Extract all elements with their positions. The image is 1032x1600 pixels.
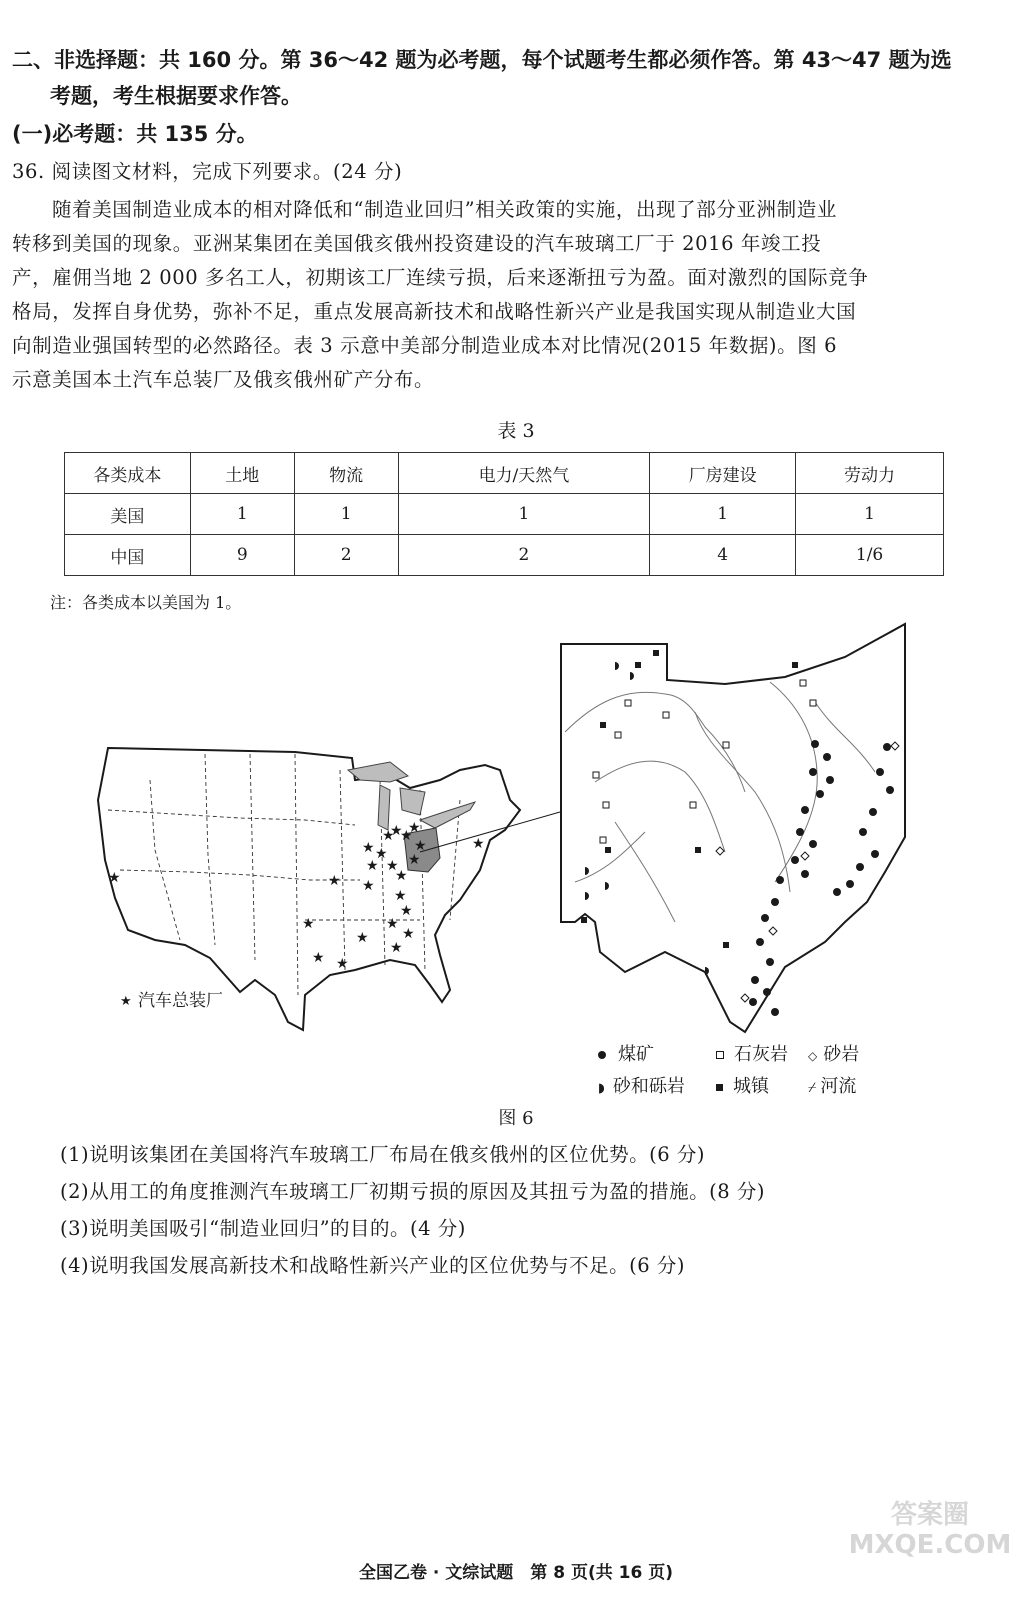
legend-coal	[598, 1040, 654, 1066]
legend-sand-gravel	[598, 1072, 685, 1098]
sand-gravel	[630, 672, 634, 680]
legend-star-icon: ★	[120, 994, 132, 1009]
plant-star: ★	[394, 888, 407, 904]
table-header: 各类成本	[65, 453, 191, 494]
coal-mine	[796, 828, 804, 836]
legend-sandstone	[808, 1040, 859, 1066]
plant-star: ★	[386, 916, 399, 932]
table-row	[65, 494, 944, 535]
watermark-logo: 答案圈 MXQE.COM	[848, 1500, 1012, 1560]
coal-icon	[598, 1051, 606, 1059]
table-cell: 4	[650, 535, 796, 576]
coal-mine	[816, 790, 824, 798]
us-assembly-plant-map	[90, 740, 570, 1040]
plant-star: ★	[356, 930, 369, 946]
town	[792, 662, 798, 668]
coal-mine	[823, 753, 831, 761]
coal-mine	[809, 768, 817, 776]
sand-gravel	[585, 867, 589, 875]
limestone	[625, 700, 631, 706]
limestone	[603, 802, 609, 808]
coal-mine	[859, 828, 867, 836]
subsection-header: (一)必考题：共 135 分。	[12, 122, 258, 146]
plant-star: ★	[362, 840, 375, 856]
sandstone	[801, 852, 809, 860]
coal-mine	[811, 740, 819, 748]
town	[695, 847, 701, 853]
coal-mine	[826, 776, 834, 784]
table-cell: 1	[294, 494, 398, 535]
coal-mine	[886, 786, 894, 794]
sandstone	[769, 927, 777, 935]
plant-star: ★	[400, 903, 413, 919]
sandstone	[891, 742, 899, 750]
table-cell: 美国	[65, 494, 191, 535]
material-line-6: 示意美国本土汽车总装厂及俄亥俄州矿产分布。	[12, 368, 435, 391]
table-cell: 1/6	[796, 535, 944, 576]
subquestion-3: (3)说明美国吸引“制造业回归”的目的。(4 分)	[60, 1217, 466, 1240]
cost-comparison-table	[64, 452, 944, 576]
legend-town-label: 城镇	[733, 1076, 769, 1097]
limestone	[663, 712, 669, 718]
legend-coal-label: 煤矿	[618, 1044, 654, 1065]
coal-mine	[876, 768, 884, 776]
plant-star: ★	[400, 828, 413, 844]
town	[653, 650, 659, 656]
town	[605, 847, 611, 853]
plant-star: ★	[395, 868, 408, 884]
coal-mine	[766, 958, 774, 966]
sandstone	[741, 994, 749, 1002]
river-icon: ⌿	[808, 1080, 817, 1096]
material-line-2: 转移到美国的现象。亚洲某集团在美国俄亥俄州投资建设的汽车玻璃工厂于 2016 年竣工投	[12, 232, 822, 255]
section-header-line1: 二、非选择题：共 160 分。第 36～42 题为必考题，每个试题考生都必须作答。第 43～47 题为选	[12, 48, 952, 72]
town-markers	[581, 650, 798, 948]
coal-mine	[883, 743, 891, 751]
coal-mine	[801, 806, 809, 814]
legend-limestone-label: 石灰岩	[734, 1044, 788, 1065]
plant-star: ★	[472, 836, 485, 852]
table-note: 注：各类成本以美国为 1。	[50, 593, 242, 612]
limestone	[593, 772, 599, 778]
table-cell: 2	[294, 535, 398, 576]
plant-star: ★	[375, 846, 388, 862]
coal-mine	[771, 1008, 779, 1016]
coal-mine	[846, 880, 854, 888]
legend-assembly-plant-label: 汽车总装厂	[138, 991, 223, 1011]
coal-mine	[749, 998, 757, 1006]
sand-gravel	[585, 892, 589, 900]
coal-mine	[776, 876, 784, 884]
limestone	[615, 732, 621, 738]
sandstone	[716, 847, 724, 855]
sandstone-icon: ◇	[808, 1049, 818, 1063]
coal-mine	[791, 856, 799, 864]
coal-mine	[763, 988, 771, 996]
table-header: 电力/天然气	[398, 453, 650, 494]
town	[600, 722, 606, 728]
material-line-5: 向制造业强国转型的必然路径。表 3 示意中美部分制造业成本对比情况(2015 年数据)。图 6	[12, 334, 838, 357]
coal-mine	[756, 938, 764, 946]
plant-star: ★	[366, 858, 379, 874]
plant-star: ★	[402, 926, 415, 942]
table-row	[65, 535, 944, 576]
plant-star: ★	[108, 870, 121, 886]
table-cell: 9	[190, 535, 294, 576]
coal-mine	[833, 888, 841, 896]
legend-sand-gravel-label: 砂和砾岩	[612, 1076, 685, 1097]
table-header: 土地	[190, 453, 294, 494]
coal-mine-markers	[749, 740, 894, 1016]
plant-star: ★	[386, 858, 399, 874]
table-cell: 2	[398, 535, 650, 576]
material-line-3: 产，雇佣当地 2 000 多名工人，初期该工厂连续亏损，后来逐渐扭亏为盈。面对激烈的国际竞争	[12, 266, 869, 289]
lake-huron	[400, 788, 425, 815]
table-header-row	[65, 453, 944, 494]
table-cell: 1	[190, 494, 294, 535]
plant-star: ★	[414, 838, 427, 854]
ohio-frame	[561, 624, 905, 1032]
coal-mine	[871, 850, 879, 858]
lake-erie-ontario	[420, 802, 475, 828]
section-header-line2: 考题，考生根据要求作答。	[50, 84, 302, 108]
plant-star: ★	[408, 852, 421, 868]
plant-star: ★	[382, 828, 395, 844]
subquestion-4: (4)说明我国发展高新技术和战略性新兴产业的区位优势与不足。(6 分)	[60, 1254, 685, 1277]
table-header: 物流	[294, 453, 398, 494]
sand-gravel-markers	[585, 662, 709, 975]
lake-michigan	[378, 785, 390, 830]
subquestion-1: (1)说明该集团在美国将汽车玻璃工厂布局在俄亥俄州的区位优势。(6 分)	[60, 1143, 705, 1166]
figure-caption: 图 6	[498, 1108, 534, 1129]
plant-star: ★	[390, 940, 403, 956]
coal-mine	[809, 840, 817, 848]
plant-star: ★	[336, 956, 349, 972]
plant-star: ★	[408, 820, 421, 836]
material-line-1: 随着美国制造业成本的相对降低和“制造业回归”相关政策的实施，出现了部分亚洲制造业	[52, 198, 837, 221]
question-stem: 36. 阅读图文材料，完成下列要求。(24 分)	[12, 160, 403, 183]
legend-sandstone-label: 砂岩	[823, 1044, 860, 1065]
town-icon	[716, 1084, 723, 1091]
legend-town	[716, 1072, 769, 1098]
us-outline	[98, 748, 520, 1030]
table-caption: 表 3	[497, 420, 535, 442]
limestone	[800, 680, 806, 686]
table-header: 劳动力	[796, 453, 944, 494]
coal-mine	[751, 976, 759, 984]
table-cell: 1	[650, 494, 796, 535]
sand-gravel-icon: ◗	[598, 1081, 605, 1096]
plant-star: ★	[302, 916, 315, 932]
limestone-markers	[593, 680, 816, 843]
legend-limestone	[716, 1040, 788, 1066]
page-footer: 全国乙卷 · 文综试题 第 8 页(共 16 页)	[359, 1563, 673, 1583]
coal-mine	[856, 863, 864, 871]
coal-mine	[801, 870, 809, 878]
table-cell: 1	[796, 494, 944, 535]
limestone	[810, 700, 816, 706]
sand-gravel	[615, 662, 619, 670]
limestone	[600, 837, 606, 843]
subquestion-2: (2)从用工的角度推测汽车玻璃工厂初期亏损的原因及其扭亏为盈的措施。(8 分)	[60, 1180, 765, 1203]
limestone	[723, 742, 729, 748]
sand-gravel	[605, 882, 609, 890]
coal-mine	[761, 914, 769, 922]
town	[635, 662, 641, 668]
town	[581, 917, 587, 923]
town	[723, 942, 729, 948]
table-cell: 1	[398, 494, 650, 535]
limestone	[690, 802, 696, 808]
plant-star: ★	[312, 950, 325, 966]
legend-river-label: 河流	[820, 1076, 857, 1097]
table-cell: 中国	[65, 535, 191, 576]
material-line-4: 格局，发挥自身优势，弥补不足，重点发展高新技术和战略性新兴产业是我国实现从制造业大国	[12, 300, 857, 323]
plant-star: ★	[328, 873, 341, 889]
plant-star: ★	[390, 823, 403, 839]
limestone-icon	[716, 1051, 724, 1059]
sand-gravel	[705, 967, 709, 975]
legend-river	[808, 1072, 856, 1098]
coal-mine	[771, 898, 779, 906]
plant-star: ★	[362, 878, 375, 894]
coal-mine	[869, 808, 877, 816]
ohio-mineral-map	[555, 622, 915, 1042]
table-header: 厂房建设	[650, 453, 796, 494]
rivers	[565, 682, 875, 922]
